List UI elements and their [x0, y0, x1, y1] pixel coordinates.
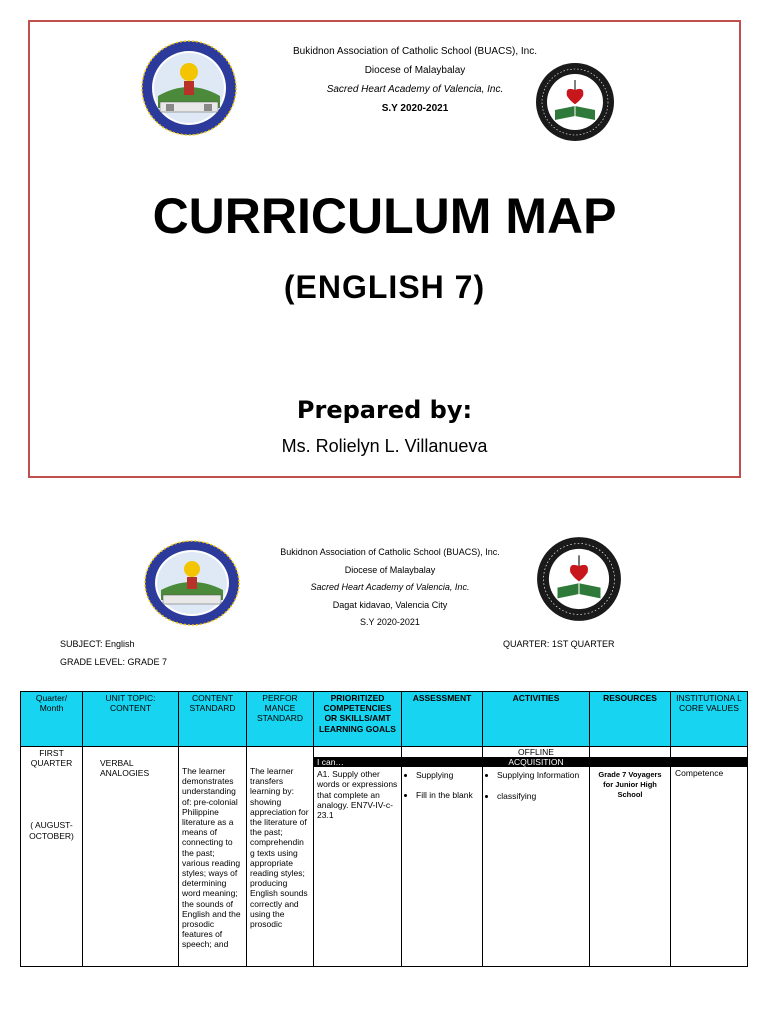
- i-can-bar: [314, 757, 401, 767]
- core-values-text: Competence: [675, 768, 724, 778]
- acquisition-bar: ACQUISITION: [483, 757, 589, 767]
- column-header: Quarter/ Month: [21, 692, 83, 747]
- prepared-by-label: Prepared by:: [296, 396, 473, 424]
- quarter-text: FIRST QUARTER: [30, 748, 73, 769]
- quarter-label: QUARTER: 1ST QUARTER: [503, 639, 615, 649]
- school-association: Bukidnon Association of Catholic School (BUACS), Inc.: [292, 46, 537, 57]
- list-item: • Supplying: [416, 770, 482, 780]
- unit-topic-text: VERBAL ANALOGIES: [100, 758, 150, 779]
- performance-standard-cell: [247, 747, 314, 967]
- column-header: RESOURCES: [590, 692, 671, 747]
- buacs-seal-icon: [143, 540, 241, 626]
- assessment-cell: [402, 747, 483, 967]
- list-item: • Supplying Information: [497, 770, 589, 780]
- subject-label: SUBJECT: English: [60, 639, 135, 649]
- grade-level-label: GRADE LEVEL: GRADE 7: [60, 657, 168, 667]
- page-subtitle: (ENGLISH 7): [283, 269, 486, 305]
- school-name: Sacred Heart Academy of Valencia, Inc.: [326, 84, 504, 95]
- school-year: S.Y 2020-2021: [381, 103, 449, 114]
- school-year: S.Y 2020-2021: [360, 617, 420, 627]
- months-text: ( AUGUST-OCTOBER): [29, 820, 74, 841]
- unit-topic-cell: [83, 747, 179, 967]
- curriculum-map-table: [20, 691, 748, 967]
- content-standard-text: The learner demonstrates understanding of: pre-colonial Philippine literature as a means of connecting to the past; various reading styles; ways of determining word meaning; the sounds of English and the prosodic features of speech; and: [182, 766, 241, 950]
- prepared-by-name: Ms. Rolielyn L. Villanueva: [281, 436, 488, 456]
- column-header: PRIORITIZED COMPETENCIES OR SKILLS/AMT LEARNING GOALS: [314, 692, 402, 747]
- buacs-seal-icon: [140, 38, 238, 138]
- diocese: Diocese of Malaybalay: [364, 65, 466, 76]
- content-standard-cell: [179, 747, 247, 967]
- column-header: PERFOR MANCE STANDARD: [247, 692, 314, 747]
- column-header: UNIT TOPIC: CONTENT: [83, 692, 179, 747]
- list-item: • Fill in the blank: [416, 790, 482, 800]
- offline-text: OFFLINE: [518, 747, 554, 757]
- performance-standard-text: The learner transfers learning by: showing appreciation for the literature of the past; comprehendin g texts using appropriate reading styles; producing English sounds correctly and using the prosodic: [250, 766, 309, 930]
- activities-list: [483, 770, 589, 800]
- resources-cell: [590, 747, 671, 967]
- assessment-list: [402, 770, 482, 800]
- column-header: ACTIVITIES: [483, 692, 590, 747]
- list-item: • classifying: [497, 791, 589, 801]
- page-title: CURRICULUM MAP: [152, 188, 617, 244]
- sacred-heart-academy-seal-icon: [536, 536, 622, 622]
- quarter-cell: [21, 747, 83, 967]
- column-header: CONTENT STANDARD: [179, 692, 247, 747]
- table-row: [21, 747, 748, 967]
- school-association: Bukidnon Association of Catholic School (BUACS), Inc.: [280, 547, 500, 557]
- cover-page: [28, 20, 741, 478]
- activities-cell: [483, 747, 590, 967]
- school-address: Dagat kidavao, Valencia City: [332, 599, 448, 610]
- page2-header: [230, 544, 550, 632]
- i-can-text: I can…: [317, 757, 344, 767]
- competency-cell: [314, 747, 402, 967]
- competency-text: A1. Supply other words or expressions that complete an analogy. EN7V-IV-c-23.1: [317, 769, 398, 821]
- school-name: Sacred Heart Academy of Valencia, Inc.: [310, 582, 470, 592]
- diocese: Diocese of Malaybalay: [344, 564, 436, 575]
- sacred-heart-academy-seal-icon: [535, 62, 615, 142]
- column-header: INSTITUTIONA L CORE VALUES: [671, 692, 748, 747]
- core-values-cell: [671, 747, 748, 967]
- table-header-row: [21, 692, 748, 747]
- resources-text: Grade 7 Voyagers for Junior High School: [598, 770, 662, 800]
- column-header: ASSESSMENT: [402, 692, 483, 747]
